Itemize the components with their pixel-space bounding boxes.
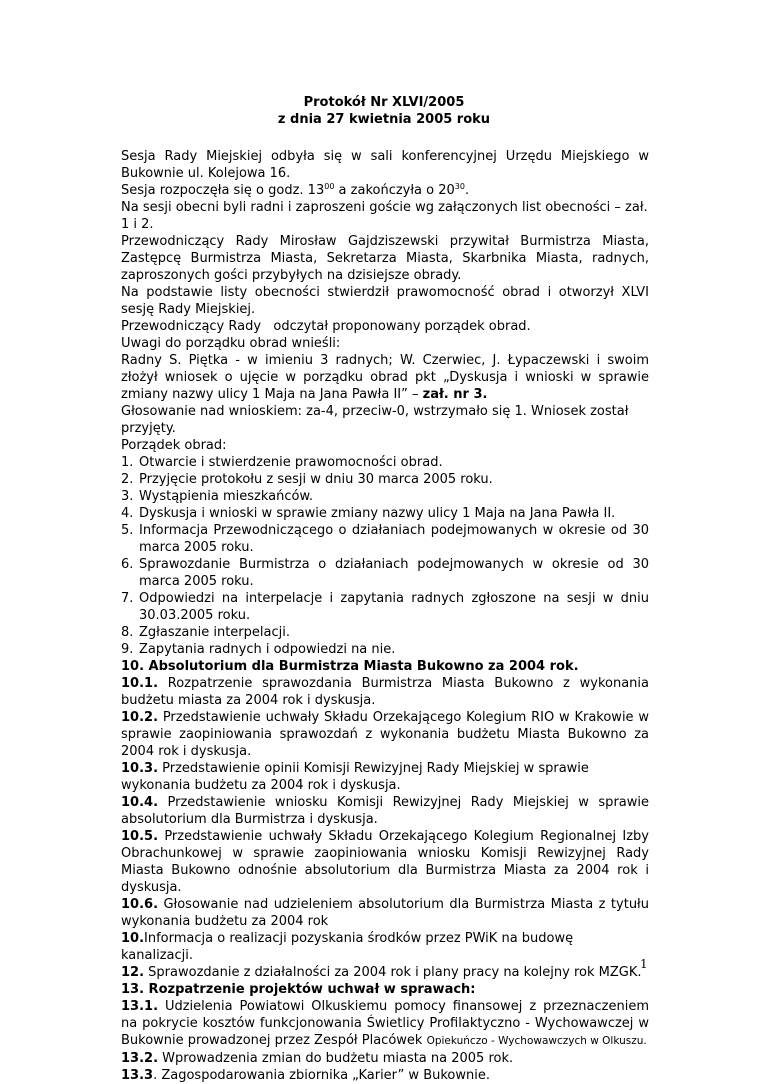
subitem-10-2: 10.2. Przedstawienie uchwały Składu Orzekającego Kolegium RIO w Krakowie w sprawie zaopiniowania sprawozdań z wykonania budżetu Miasta Bukowno za 2004 rok i dyskusja. (121, 710, 649, 759)
paragraph-vote: Głosowanie nad wnioskiem: za-4, przeciw-0, wstrzymało się 1. Wniosek został przyjęty. (121, 404, 629, 436)
paragraph-quorum: Na podstawie listy obecności stwierdził prawomocność obrad i otworzył XLVI sesję Rady Miejskiej. (121, 285, 649, 317)
agenda-item: 1. Otwarcie i stwierdzenie prawomocności obrad. (121, 455, 443, 470)
page-number: 1 (640, 957, 648, 971)
agenda-item: 7. Odpowiedzi na interpelacje i zapytania radnych zgłoszone na sesji w dniu 30.03.2005 roku. (121, 591, 649, 623)
agenda-item: 8. Zgłaszanie interpelacji. (121, 625, 290, 640)
paragraph-motion: Radny S. Piętka - w imieniu 3 radnych; W. Czerwiec, J. Łypaczewski i swoim złożył wniosek o ujęcie w porządku obrad pkt „Dyskusja i wnioski w sprawie zmiany nazwy ulicy 1 Maja na Jana Pawła II” – zał. nr 3. (121, 353, 649, 402)
document-title: Protokół Nr XLVI/2005 (303, 95, 465, 110)
document-body (121, 148, 649, 1084)
subitem-10-4: 10.4. Przedstawienie wniosku Komisji Rewizyjnej Rady Miejskiej w sprawie absolutorium dla Burmistrza i dyskusja. (121, 795, 649, 827)
paragraph-time: Sesja rozpoczęła się o godz. $13^{00}$ a zakończyła o $20^{30}$. (121, 182, 470, 198)
subitem-10-5: 10.5. Przedstawienie uchwały Składu Orzekającego Kolegium Regionalnej Izby Obrachunkowej w sprawie zaopiniowania wniosku Komisji Rewizyjnej Rady Miasta Bukowno odnośnie absolutorium dla Burmistrza Miasta za 2004 rok i dyskusja. (121, 829, 649, 895)
paragraph-attendance: Na sesji obecni byli radni i zaproszeni goście wg załączonych list obecności – zał. 1 i 2. (121, 200, 648, 232)
agenda-list (121, 454, 649, 658)
paragraph-remarks: Uwagi do porządku obrad wnieśli: (121, 336, 341, 351)
paragraph-greeting: Przewodniczący Rady Mirosław Gajdziszewski przywitał Burmistrza Miasta, Zastępcę Burmistrza Miasta, Sekretarza Miasta, Skarbnika Miasta, radnych, zaproszonych gości przybyłych na dzisiejsze obrady. (121, 234, 649, 283)
agenda-item: 6. Sprawozdanie Burmistrza o działaniach podejmowanych w okresie od 30 marca 2005 roku. (121, 557, 649, 589)
agenda-item: 3. Wystąpienia mieszkańców. (121, 489, 314, 504)
item-12: 12. Sprawozdanie z działalności za 2004 rok i plany pracy na kolejny rok MZGK. (121, 965, 642, 980)
paragraph-location: Sesja Rady Miejskiej odbyła się w sali konferencyjnej Urzędu Miejskiego w Bukownie ul. Kolejowa 16. (121, 149, 649, 181)
subitem-10-1: 10.1. Rozpatrzenie sprawozdania Burmistrza Miasta Bukowno z wykonania budżetu miasta za 2004 rok i dyskusja. (121, 676, 649, 708)
paragraph-agenda-read: Przewodniczący Rady odczytał proponowany porządek obrad. (121, 319, 531, 334)
section-10-heading: 10. Absolutorium dla Burmistrza Miasta Bukowno za 2004 rok. (121, 659, 579, 674)
agenda-item: 2. Przyjęcie protokołu z sesji w dniu 30 marca 2005 roku. (121, 472, 493, 487)
agenda-item: 5. Informacja Przewodniczącego o działaniach podejmowanych w okresie od 30 marca 2005 roku. (121, 523, 649, 555)
document-date: z dnia 27 kwietnia 2005 roku (277, 112, 491, 127)
agenda-item: 9. Zapytania radnych i odpowiedzi na nie. (121, 642, 396, 657)
subitem-13-3: 13.3. Zagospodarowania zbiornika „Karier” w Bukownie. (121, 1068, 490, 1083)
agenda-item: 4. Dyskusja i wnioski w sprawie zmiany nazwy ulicy 1 Maja na Jana Pawła II. (121, 506, 616, 521)
item-10-info: 10.Informacja o realizacji pozyskania środków przez PWiK na budowę kanalizacji. (121, 931, 574, 963)
subitem-13-1: 13.1. Udzielenia Powiatowi Olkuskiemu pomocy finansowej z przeznaczeniem na pokrycie kosztów funkcjonowania Świetlicy Profilaktyczno - Wychowawczej w Bukownie prowadzonej przez Zespół Placówek Opiekuńczo - Wychowawczych w Olkuszu. (121, 999, 649, 1048)
subitem-13-2: 13.2. Wprowadzenia zmian do budżetu miasta na 2005 rok. (121, 1051, 514, 1066)
section-13-heading: 13. Rozpatrzenie projektów uchwał w sprawach: (121, 982, 476, 997)
paragraph-agenda-label: Porządek obrad: (121, 438, 227, 453)
subitem-10-3: 10.3. Przedstawienie opinii Komisji Rewizyjnej Rady Miejskiej w sprawie wykonania budżetu za 2004 rok i dyskusja. (121, 761, 589, 793)
subitem-10-6: 10.6. Głosowanie nad udzieleniem absolutorium dla Burmistrza Miasta z tytułu wykonania budżetu za 2004 rok (121, 897, 649, 929)
